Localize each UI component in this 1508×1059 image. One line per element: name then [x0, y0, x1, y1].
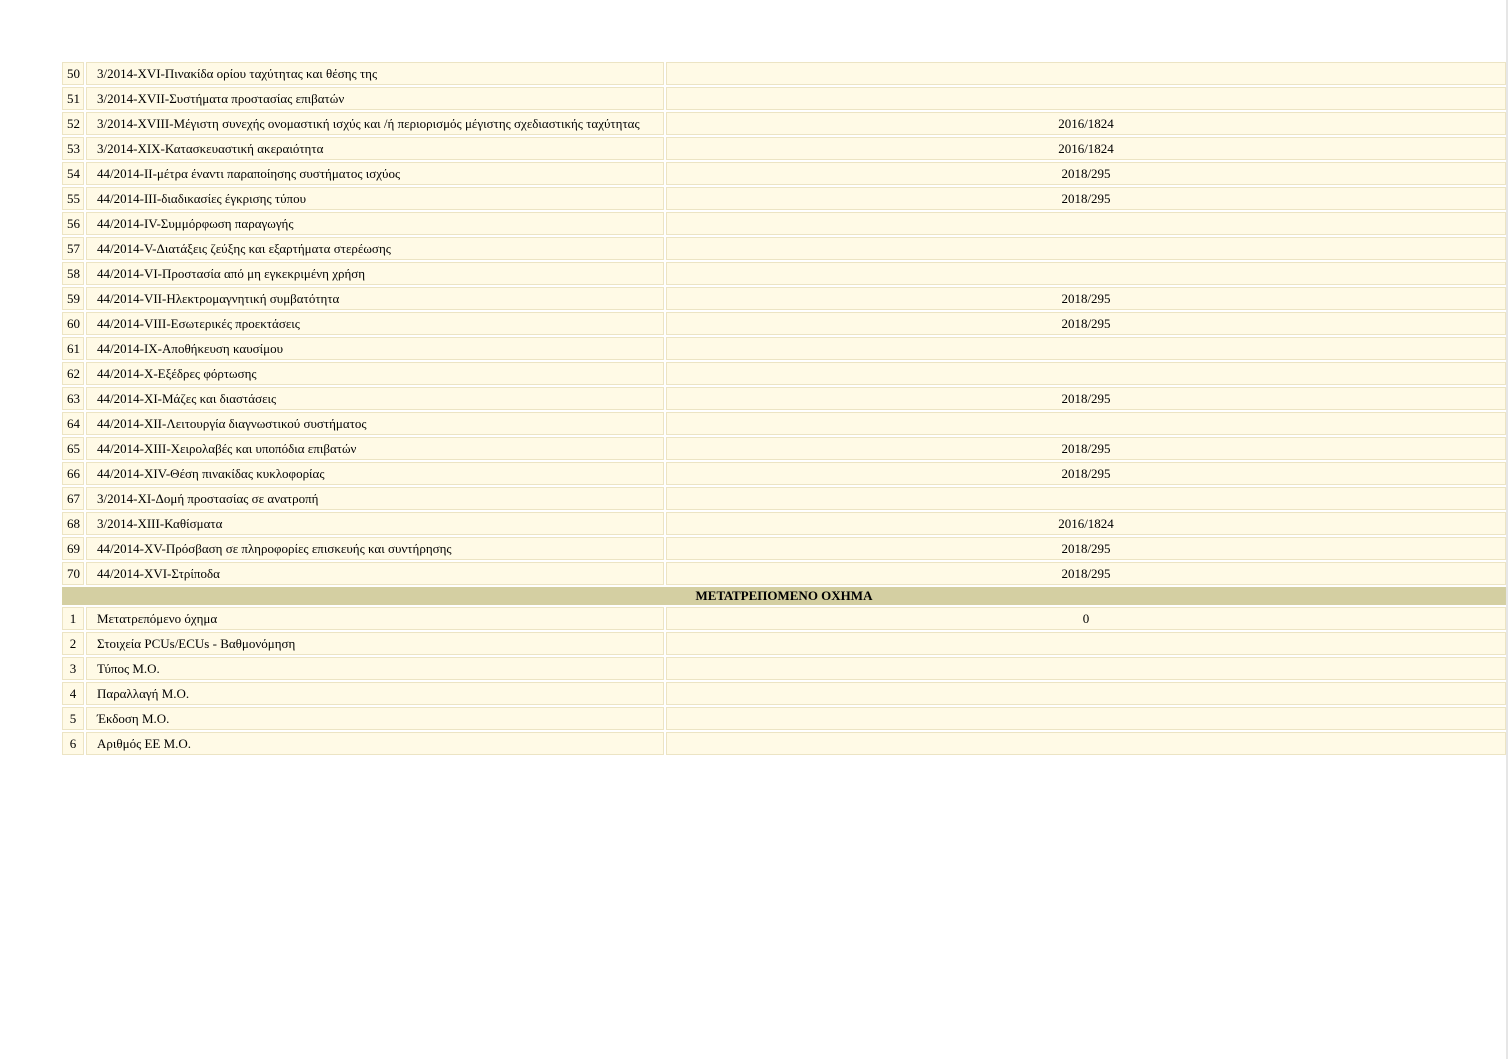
table-row: [62, 512, 1506, 535]
row-value: 2016/1824: [666, 512, 1506, 535]
row-value: [666, 657, 1506, 680]
row-label: 44/2014-XIII-Χειρολαβές και υποπόδια επιβατών: [86, 437, 664, 460]
row-value: [666, 262, 1506, 285]
row-value: 0: [666, 607, 1506, 630]
approval-table: [60, 60, 1508, 757]
row-label: 44/2014-X-Εξέδρες φόρτωσης: [86, 362, 664, 385]
table-row: [62, 537, 1506, 560]
row-label: 44/2014-III-διαδικασίες έγκρισης τύπου: [86, 187, 664, 210]
section-header-group: [62, 587, 1506, 605]
row-value: 2018/295: [666, 562, 1506, 585]
approval-data-sheet: [60, 60, 1508, 757]
row-number: 55: [62, 187, 84, 210]
row-number: 59: [62, 287, 84, 310]
row-value: [666, 62, 1506, 85]
table-row: [62, 387, 1506, 410]
row-label: Αριθμός ΕΕ Μ.Ο.: [86, 732, 664, 755]
row-number: 60: [62, 312, 84, 335]
table-row: [62, 262, 1506, 285]
row-value: 2016/1824: [666, 137, 1506, 160]
row-number: 65: [62, 437, 84, 460]
row-number: 1: [62, 607, 84, 630]
section-title: ΜΕΤΑΤΡΕΠΟΜΕΝΟ ΟΧΗΜΑ: [62, 587, 1506, 605]
table-row: [62, 682, 1506, 705]
table-row: [62, 487, 1506, 510]
row-value: 2018/295: [666, 437, 1506, 460]
table-row: [62, 607, 1506, 630]
row-label: 44/2014-XI-Μάζες και διαστάσεις: [86, 387, 664, 410]
table-row: [62, 162, 1506, 185]
row-value: 2018/295: [666, 187, 1506, 210]
table-row: [62, 732, 1506, 755]
row-label: 44/2014-VII-Ηλεκτρομαγνητική συμβατότητα: [86, 287, 664, 310]
row-value: 2018/295: [666, 462, 1506, 485]
row-number: 66: [62, 462, 84, 485]
row-label: Μετατρεπόμενο όχημα: [86, 607, 664, 630]
table-row: [62, 337, 1506, 360]
row-number: 63: [62, 387, 84, 410]
row-number: 50: [62, 62, 84, 85]
row-label: 44/2014-XV-Πρόσβαση σε πληροφορίες επισκευής και συντήρησης: [86, 537, 664, 560]
table-row: [62, 112, 1506, 135]
row-number: 68: [62, 512, 84, 535]
row-number: 54: [62, 162, 84, 185]
table-row: [62, 287, 1506, 310]
row-value: [666, 732, 1506, 755]
row-value: [666, 212, 1506, 235]
table-row: [62, 237, 1506, 260]
row-label: 44/2014-VIII-Εσωτερικές προεκτάσεις: [86, 312, 664, 335]
row-label: 44/2014-II-μέτρα έναντι παραποίησης συστήματος ισχύος: [86, 162, 664, 185]
row-value: 2018/295: [666, 162, 1506, 185]
row-label: 3/2014-XIX-Κατασκευαστική ακεραιότητα: [86, 137, 664, 160]
row-label: Στοιχεία PCUs/ECUs - Βαθμονόμηση: [86, 632, 664, 655]
row-value: 2018/295: [666, 287, 1506, 310]
row-value: [666, 237, 1506, 260]
row-number: 69: [62, 537, 84, 560]
table-row: [62, 212, 1506, 235]
row-label: 3/2014-XVIII-Μέγιστη συνεχής ονομαστική ισχύς και /ή περιορισμός μέγιστης σχεδιαστικής ταχύτητας: [86, 112, 664, 135]
row-value: [666, 412, 1506, 435]
row-number: 4: [62, 682, 84, 705]
row-number: 56: [62, 212, 84, 235]
table-row: [62, 657, 1506, 680]
row-number: 70: [62, 562, 84, 585]
row-value: [666, 337, 1506, 360]
row-number: 57: [62, 237, 84, 260]
row-label: Έκδοση Μ.Ο.: [86, 707, 664, 730]
row-value: [666, 682, 1506, 705]
row-value: [666, 707, 1506, 730]
row-number: 53: [62, 137, 84, 160]
row-label: 3/2014-XI-Δομή προστασίας σε ανατροπή: [86, 487, 664, 510]
row-number: 58: [62, 262, 84, 285]
row-label: Τύπος Μ.Ο.: [86, 657, 664, 680]
table-row: [62, 312, 1506, 335]
table-row: [62, 462, 1506, 485]
row-label: 44/2014-VI-Προστασία από μη εγκεκριμένη χρήση: [86, 262, 664, 285]
row-value: [666, 362, 1506, 385]
table-row: [62, 187, 1506, 210]
table-row: [62, 632, 1506, 655]
converted-vehicle-rows: [62, 607, 1506, 755]
row-number: 6: [62, 732, 84, 755]
row-label: 3/2014-XVI-Πινακίδα ορίου ταχύτητας και θέσης της: [86, 62, 664, 85]
table-row: [62, 412, 1506, 435]
row-value: 2016/1824: [666, 112, 1506, 135]
row-label: 3/2014-XIII-Καθίσματα: [86, 512, 664, 535]
table-row: [62, 562, 1506, 585]
row-label: Παραλλαγή Μ.Ο.: [86, 682, 664, 705]
row-number: 67: [62, 487, 84, 510]
row-number: 64: [62, 412, 84, 435]
row-number: 51: [62, 87, 84, 110]
row-label: 44/2014-IX-Αποθήκευση καυσίμου: [86, 337, 664, 360]
row-label: 3/2014-XVII-Συστήματα προστασίας επιβατών: [86, 87, 664, 110]
row-value: [666, 632, 1506, 655]
row-number: 62: [62, 362, 84, 385]
table-row: [62, 707, 1506, 730]
table-row: [62, 437, 1506, 460]
row-label: 44/2014-IV-Συμμόρφωση παραγωγής: [86, 212, 664, 235]
row-value: 2018/295: [666, 312, 1506, 335]
row-value: 2018/295: [666, 537, 1506, 560]
section-row: [62, 587, 1506, 605]
row-number: 5: [62, 707, 84, 730]
row-value: 2018/295: [666, 387, 1506, 410]
row-label: 44/2014-XIV-Θέση πινακίδας κυκλοφορίας: [86, 462, 664, 485]
row-value: [666, 87, 1506, 110]
table-row: [62, 137, 1506, 160]
table-row: [62, 62, 1506, 85]
row-number: 3: [62, 657, 84, 680]
row-number: 2: [62, 632, 84, 655]
row-label: 44/2014-V-Διατάξεις ζεύξης και εξαρτήματα στερέωσης: [86, 237, 664, 260]
row-number: 52: [62, 112, 84, 135]
table-row: [62, 87, 1506, 110]
row-label: 44/2014-XVI-Στρίποδα: [86, 562, 664, 585]
row-label: 44/2014-XII-Λειτουργία διαγνωστικού συστήματος: [86, 412, 664, 435]
table-row: [62, 362, 1506, 385]
regulation-rows: [62, 62, 1506, 585]
row-value: [666, 487, 1506, 510]
row-number: 61: [62, 337, 84, 360]
